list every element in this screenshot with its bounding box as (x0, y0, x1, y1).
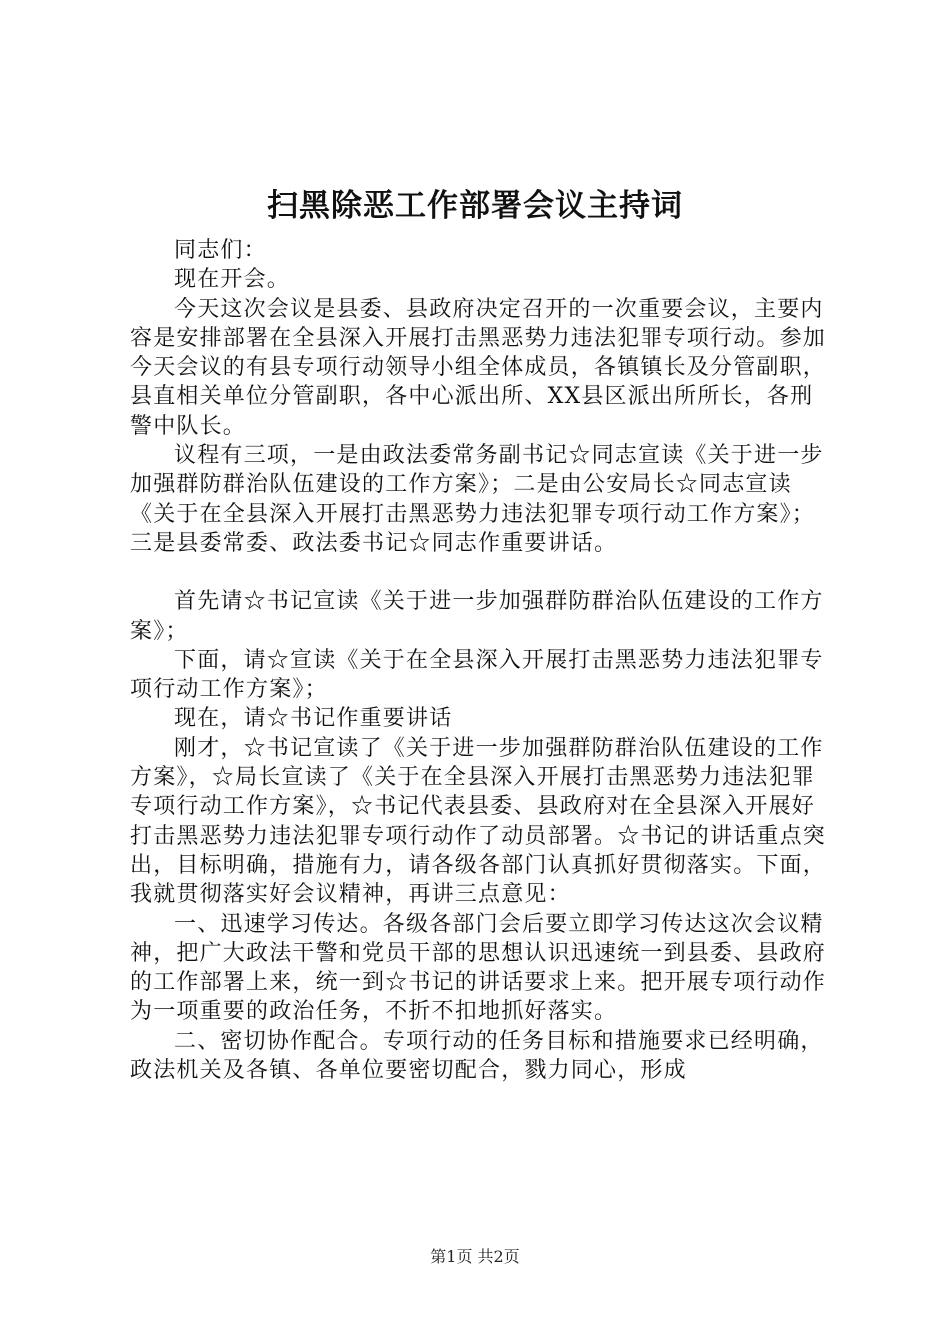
paragraph-summary: 刚才，☆书记宣读了《关于进一步加强群防群治队伍建设的工作方案》，☆局长宣读了《关于在全县深入开展打击黑恶势力违法犯罪专项行动工作方案》，☆书记代表县委、县政府对在全县深入开展好打击黑恶势力违法犯罪专项行动作了动员部署。☆书记的讲话重点突出，目标明确，措施有力，请各级各部门认真抓好贯彻落实。下面，我就贯彻落实好会议精神，再讲三点意见： (130, 735, 827, 908)
paragraph-first-item: 首先请☆书记宣读《关于进一步加强群防群治队伍建设的工作方案》； (130, 589, 824, 644)
document-title: 扫黑除恶工作部署会议主持词 (267, 188, 683, 224)
paragraph-second-item: 下面，请☆宣读《关于在全县深入开展打击黑恶势力违法犯罪专项行动工作方案》； (130, 647, 824, 703)
paragraph-greeting: 同志们： (174, 238, 267, 263)
paragraph-opening: 现在开会。 (174, 267, 291, 293)
page-number-footer: 第1页 共2页 (430, 1247, 520, 1266)
paragraph-third-item: 现在，请☆书记作重要讲话 (174, 706, 453, 732)
paragraph-meeting-intro: 今天这次会议是县委、县政府决定召开的一次重要会议，主要内容是安排部署在全县深入开展打击黑恶势力违法犯罪专项行动。参加今天会议的有县专项行动领导小组全体成员，各镇镇长及分管副职，县直相关单位分管副职，各中心派出所、XX县区派出所所长，各刑警中队长。 (130, 296, 827, 439)
paragraph-point-two: 二、密切协作配合。专项行动的任务目标和措施要求已经明确，政法机关及各镇、各单位要密切配合，戮力同心，形成 (130, 1028, 824, 1084)
paragraph-agenda: 议程有三项，一是由政法委常务副书记☆同志宣读《关于进一步加强群防群治队伍建设的工作方案》；二是由公安局长☆同志宣读《关于在全县深入开展打击黑恶势力违法犯罪专项行动工作方案》；三是县委常委、政法委书记☆同志作重要讲话。 (130, 443, 824, 556)
paragraph-point-one: 一、迅速学习传达。各级各部门会后要立即学习传达这次会议精神，把广大政法干警和党员干部的思想认识迅速统一到县委、县政府的工作部署上来，统一到☆书记的讲话要求上来。把开展专项行动作为一项重要的政治任务，不折不扣地抓好落实。 (130, 911, 827, 1025)
document-body (130, 236, 835, 1085)
